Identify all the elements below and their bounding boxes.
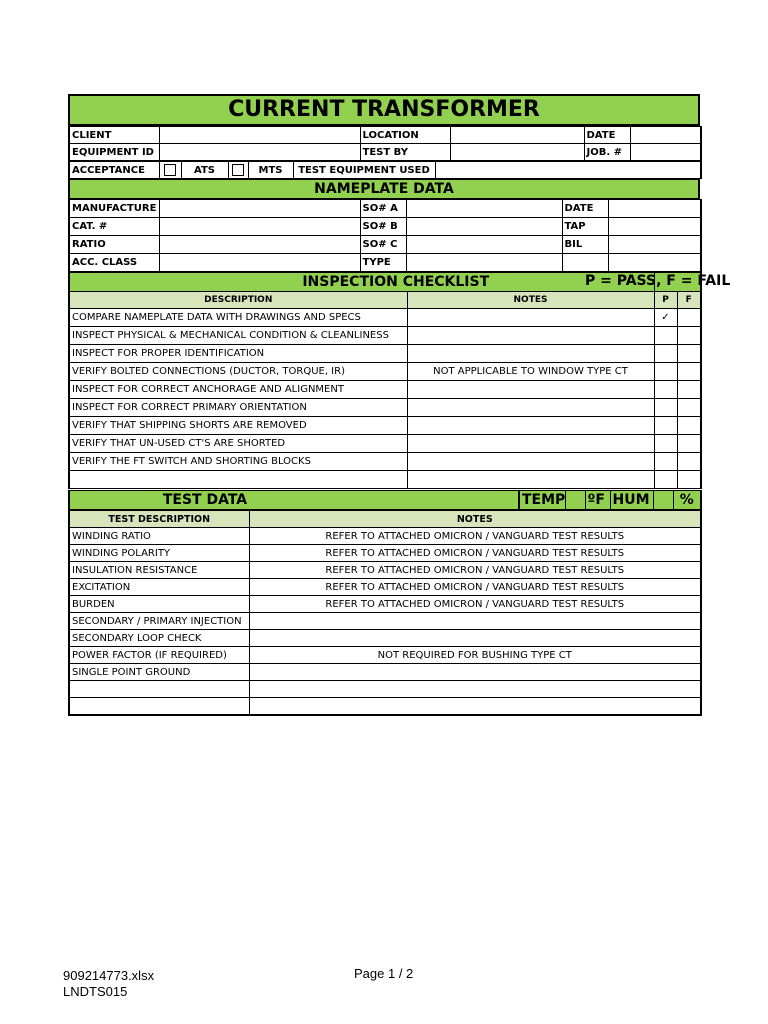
inspection-fail-mark[interactable]: [677, 471, 701, 489]
so-a-label: SO# A: [360, 200, 406, 218]
inspection-row: [69, 435, 701, 453]
test-data-rows: [69, 528, 701, 716]
pct-label: %: [673, 491, 701, 510]
inspection-table: [68, 272, 731, 489]
test-equipment-label: TEST EQUIPMENT USED: [293, 162, 435, 179]
inspection-fail-mark[interactable]: [677, 417, 701, 435]
test-row: [69, 647, 701, 664]
acc-blank-1[interactable]: [562, 254, 608, 272]
test-description: EXCITATION: [69, 579, 249, 596]
inspection-rows: [69, 309, 701, 489]
inspection-notes[interactable]: [407, 435, 654, 453]
test-description: [69, 698, 249, 716]
date-field[interactable]: [630, 127, 701, 144]
deg-f-label: ºF: [585, 491, 610, 510]
inspection-row: [69, 399, 701, 417]
job-label: JOB. #: [584, 144, 630, 161]
inspection-col-notes: NOTES: [407, 292, 654, 309]
mts-checkbox[interactable]: [232, 164, 244, 176]
test-by-label: TEST BY: [360, 144, 450, 161]
header-table: [68, 126, 702, 161]
inspection-notes[interactable]: [407, 417, 654, 435]
test-by-field[interactable]: [450, 144, 584, 161]
tap-label: TAP: [562, 218, 608, 236]
ats-checkbox-cell[interactable]: [159, 162, 181, 179]
client-field[interactable]: [159, 127, 360, 144]
inspection-notes[interactable]: [407, 327, 654, 345]
test-notes[interactable]: [249, 613, 701, 630]
equipment-id-field[interactable]: [159, 144, 360, 161]
nameplate-heading: NAMEPLATE DATA: [69, 180, 699, 199]
test-row: [69, 545, 701, 562]
location-field[interactable]: [450, 127, 584, 144]
test-data-heading-table: [68, 490, 702, 510]
inspection-pass-mark[interactable]: [654, 363, 677, 381]
inspection-pass-mark[interactable]: [654, 471, 677, 489]
type-field[interactable]: [406, 254, 562, 272]
job-field[interactable]: [630, 144, 701, 161]
inspection-description: VERIFY THE FT SWITCH AND SHORTING BLOCKS: [69, 453, 407, 471]
hum-field[interactable]: [653, 491, 673, 510]
nameplate-heading-table: [68, 179, 700, 199]
inspection-description: VERIFY THAT UN-USED CT'S ARE SHORTED: [69, 435, 407, 453]
inspection-description: INSPECT FOR CORRECT PRIMARY ORIENTATION: [69, 399, 407, 417]
test-description: BURDEN: [69, 596, 249, 613]
inspection-fail-mark[interactable]: [677, 345, 701, 363]
inspection-pass-mark[interactable]: [654, 345, 677, 363]
so-b-label: SO# B: [360, 218, 406, 236]
inspection-notes[interactable]: [407, 453, 654, 471]
test-col-notes: NOTES: [249, 511, 701, 528]
test-notes[interactable]: REFER TO ATTACHED OMICRON / VANGUARD TEST RESULTS: [249, 562, 701, 579]
manufacture-label: MANUFACTURE: [69, 200, 159, 218]
acc-blank-2[interactable]: [608, 254, 701, 272]
test-description: [69, 681, 249, 698]
test-row: [69, 664, 701, 681]
inspection-row: [69, 381, 701, 399]
inspection-col-description: DESCRIPTION: [69, 292, 407, 309]
test-description: SECONDARY LOOP CHECK: [69, 630, 249, 647]
inspection-notes[interactable]: [407, 381, 654, 399]
test-row: [69, 698, 701, 716]
inspection-row: [69, 345, 701, 363]
so-b-field[interactable]: [406, 218, 562, 236]
nameplate-table: [68, 199, 702, 272]
inspection-description: VERIFY BOLTED CONNECTIONS (DUCTOR, TORQUE, IR): [69, 363, 407, 381]
test-data-heading: TEST DATA: [69, 491, 519, 510]
test-description: WINDING RATIO: [69, 528, 249, 545]
inspection-col-p: P: [654, 292, 677, 309]
so-a-field[interactable]: [406, 200, 562, 218]
inspection-description: VERIFY THAT SHIPPING SHORTS ARE REMOVED: [69, 417, 407, 435]
so-c-label: SO# C: [360, 236, 406, 254]
inspection-description: INSPECT FOR PROPER IDENTIFICATION: [69, 345, 407, 363]
test-description: INSULATION RESISTANCE: [69, 562, 249, 579]
acc-class-field[interactable]: [159, 254, 360, 272]
ats-checkbox[interactable]: [164, 164, 176, 176]
inspection-row: [69, 309, 701, 327]
test-row: [69, 681, 701, 698]
form-title: CURRENT TRANSFORMER: [69, 95, 699, 125]
inspection-notes[interactable]: NOT APPLICABLE TO WINDOW TYPE CT: [407, 363, 654, 381]
acceptance-table: [68, 161, 702, 179]
inspection-fail-mark[interactable]: [677, 435, 701, 453]
test-notes[interactable]: REFER TO ATTACHED OMICRON / VANGUARD TEST RESULTS: [249, 596, 701, 613]
so-c-field[interactable]: [406, 236, 562, 254]
inspection-row: [69, 363, 701, 381]
date-label: DATE: [584, 127, 630, 144]
inspection-description: INSPECT PHYSICAL & MECHANICAL CONDITION & CLEANLINESS: [69, 327, 407, 345]
type-label: TYPE: [360, 254, 406, 272]
inspection-fail-mark[interactable]: [677, 363, 701, 381]
acceptance-label: ACCEPTANCE: [69, 162, 159, 179]
bil-label: BIL: [562, 236, 608, 254]
ratio-field[interactable]: [159, 236, 360, 254]
inspection-description: COMPARE NAMEPLATE DATA WITH DRAWINGS AND SPECS: [69, 309, 407, 327]
inspection-fail-mark[interactable]: [677, 381, 701, 399]
test-description: SECONDARY / PRIMARY INJECTION: [69, 613, 249, 630]
test-notes[interactable]: REFER TO ATTACHED OMICRON / VANGUARD TEST RESULTS: [249, 528, 701, 545]
inspection-notes[interactable]: [407, 399, 654, 417]
test-notes[interactable]: [249, 630, 701, 647]
test-notes[interactable]: NOT REQUIRED FOR BUSHING TYPE CT: [249, 647, 701, 664]
inspection-row: [69, 327, 701, 345]
title-table: [68, 94, 700, 126]
test-description: POWER FACTOR (IF REQUIRED): [69, 647, 249, 664]
mts-checkbox-cell[interactable]: [228, 162, 248, 179]
test-col-description: TEST DESCRIPTION: [69, 511, 249, 528]
ats-label: ATS: [181, 162, 228, 179]
inspection-pass-mark[interactable]: [654, 327, 677, 345]
cat-field[interactable]: [159, 218, 360, 236]
client-label: CLIENT: [69, 127, 159, 144]
temp-field[interactable]: [565, 491, 585, 510]
test-row: [69, 596, 701, 613]
test-row: [69, 562, 701, 579]
test-description: SINGLE POINT GROUND: [69, 664, 249, 681]
test-notes[interactable]: [249, 698, 701, 716]
inspection-notes[interactable]: [407, 471, 654, 489]
equipment-id-label: EQUIPMENT ID: [69, 144, 159, 161]
tap-field[interactable]: [608, 218, 701, 236]
form-sheet: [68, 94, 731, 716]
inspection-pass-mark[interactable]: [654, 453, 677, 471]
test-description: WINDING POLARITY: [69, 545, 249, 562]
inspection-row: [69, 417, 701, 435]
test-notes[interactable]: REFER TO ATTACHED OMICRON / VANGUARD TEST RESULTS: [249, 545, 701, 562]
test-row: [69, 630, 701, 647]
inspection-fail-mark[interactable]: [677, 327, 701, 345]
inspection-fail-mark[interactable]: [677, 453, 701, 471]
location-label: LOCATION: [360, 127, 450, 144]
acc-class-label: ACC. CLASS: [69, 254, 159, 272]
inspection-col-f: F: [677, 292, 701, 309]
np-date-label: DATE: [562, 200, 608, 218]
pass-fail-legend-cell: [585, 273, 731, 292]
inspection-fail-mark[interactable]: [677, 309, 701, 327]
test-notes[interactable]: REFER TO ATTACHED OMICRON / VANGUARD TEST RESULTS: [249, 579, 701, 596]
footer-filename: 909214773.xlsx: [63, 968, 155, 983]
test-equipment-field[interactable]: [435, 162, 701, 179]
footer-sheet-code: LNDTS015: [63, 984, 128, 999]
test-row: [69, 579, 701, 596]
test-notes[interactable]: [249, 664, 701, 681]
footer-file-info: [63, 968, 154, 1000]
inspection-heading: INSPECTION CHECKLIST: [69, 273, 654, 292]
footer-page-number: Page 1 / 2: [354, 966, 414, 981]
bil-field[interactable]: [608, 236, 701, 254]
inspection-row: [69, 453, 701, 471]
ratio-label: RATIO: [69, 236, 159, 254]
pass-fail-legend: P = PASS, F = FAIL: [585, 273, 731, 289]
inspection-fail-mark[interactable]: [677, 399, 701, 417]
inspection-pass-mark[interactable]: [654, 381, 677, 399]
manufacture-field[interactable]: [159, 200, 360, 218]
mts-label: MTS: [248, 162, 293, 179]
test-data-table: [68, 510, 702, 716]
np-date-field[interactable]: [608, 200, 701, 218]
test-row: [69, 613, 701, 630]
inspection-description: INSPECT FOR CORRECT ANCHORAGE AND ALIGNMENT: [69, 381, 407, 399]
inspection-notes[interactable]: [407, 309, 654, 327]
inspection-pass-mark[interactable]: ✓: [654, 309, 677, 327]
test-row: [69, 528, 701, 545]
inspection-pass-mark[interactable]: [654, 399, 677, 417]
test-notes[interactable]: [249, 681, 701, 698]
inspection-row: [69, 471, 701, 489]
inspection-description: [69, 471, 407, 489]
hum-label: HUM: [610, 491, 653, 510]
cat-label: CAT. #: [69, 218, 159, 236]
inspection-pass-mark[interactable]: [654, 435, 677, 453]
temp-label: TEMP: [519, 491, 565, 510]
inspection-notes[interactable]: [407, 345, 654, 363]
inspection-pass-mark[interactable]: [654, 417, 677, 435]
